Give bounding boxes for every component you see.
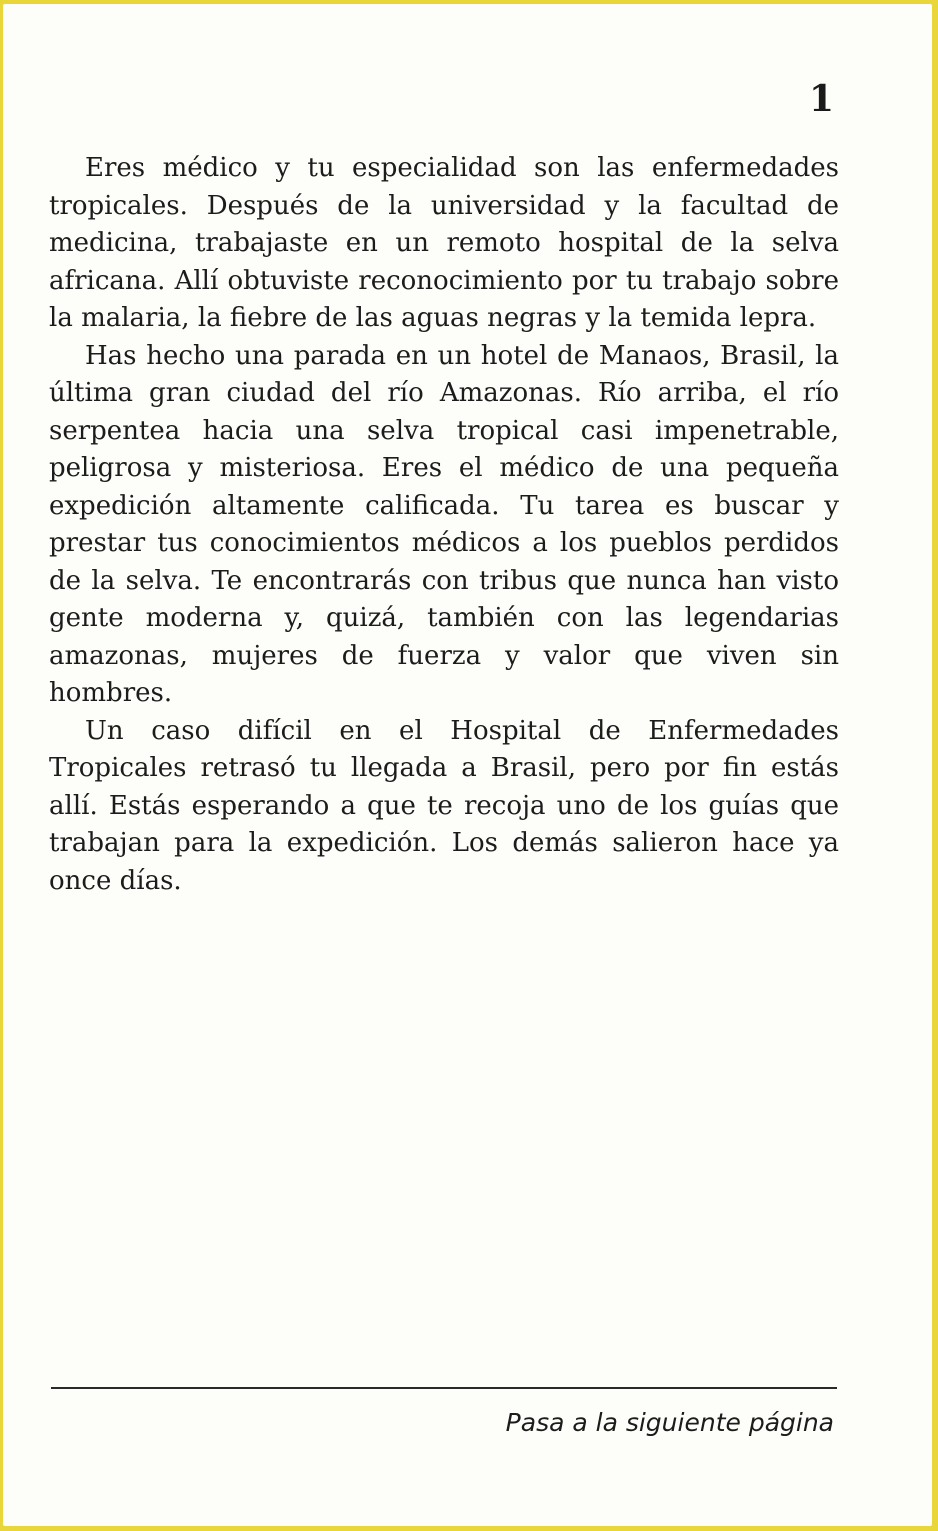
next-page-note: Pasa a la siguiente página [505,1408,834,1437]
footer-divider [51,1387,837,1389]
paragraph-1: Eres médico y tu especialidad son las enfermedades tropicales. Después de la universidad y la facultad de medicina, trabajaste en un remoto hospital de la selva africana. Allí obtuviste reconocimiento por tu trabajo sobre la malaria, la fiebre de las aguas negras y la temida lepra. [49,153,839,333]
page-number: 1 [808,78,834,120]
paragraph-3: Un caso difícil en el Hospital de Enfermedades Tropicales retrasó tu llegada a Brasil, pero por fin estás allí. Estás esperando a que te recoja uno de los guías que trabajan para la expedición. Los demás salieron hace ya once días. [49,715,839,896]
book-page [3,4,932,1526]
body-text [49,150,839,900]
paragraph-2: Has hecho una parada en un hotel de Manaos, Brasil, la última gran ciudad del río Amazonas. Río arriba, el río serpentea hacia una selva tropical casi impenetrable, peligrosa y misteriosa. Eres el médico de una pequeña expedición altamente calificada. Tu tarea es buscar y prestar tus conocimientos médicos a los pueblos perdidos de la selva. Te encontrarás con tribus que nunca han visto gente moderna y, quizá, también con las legendarias amazonas, mujeres de fuerza y valor que viven sin hombres. [49,340,839,708]
